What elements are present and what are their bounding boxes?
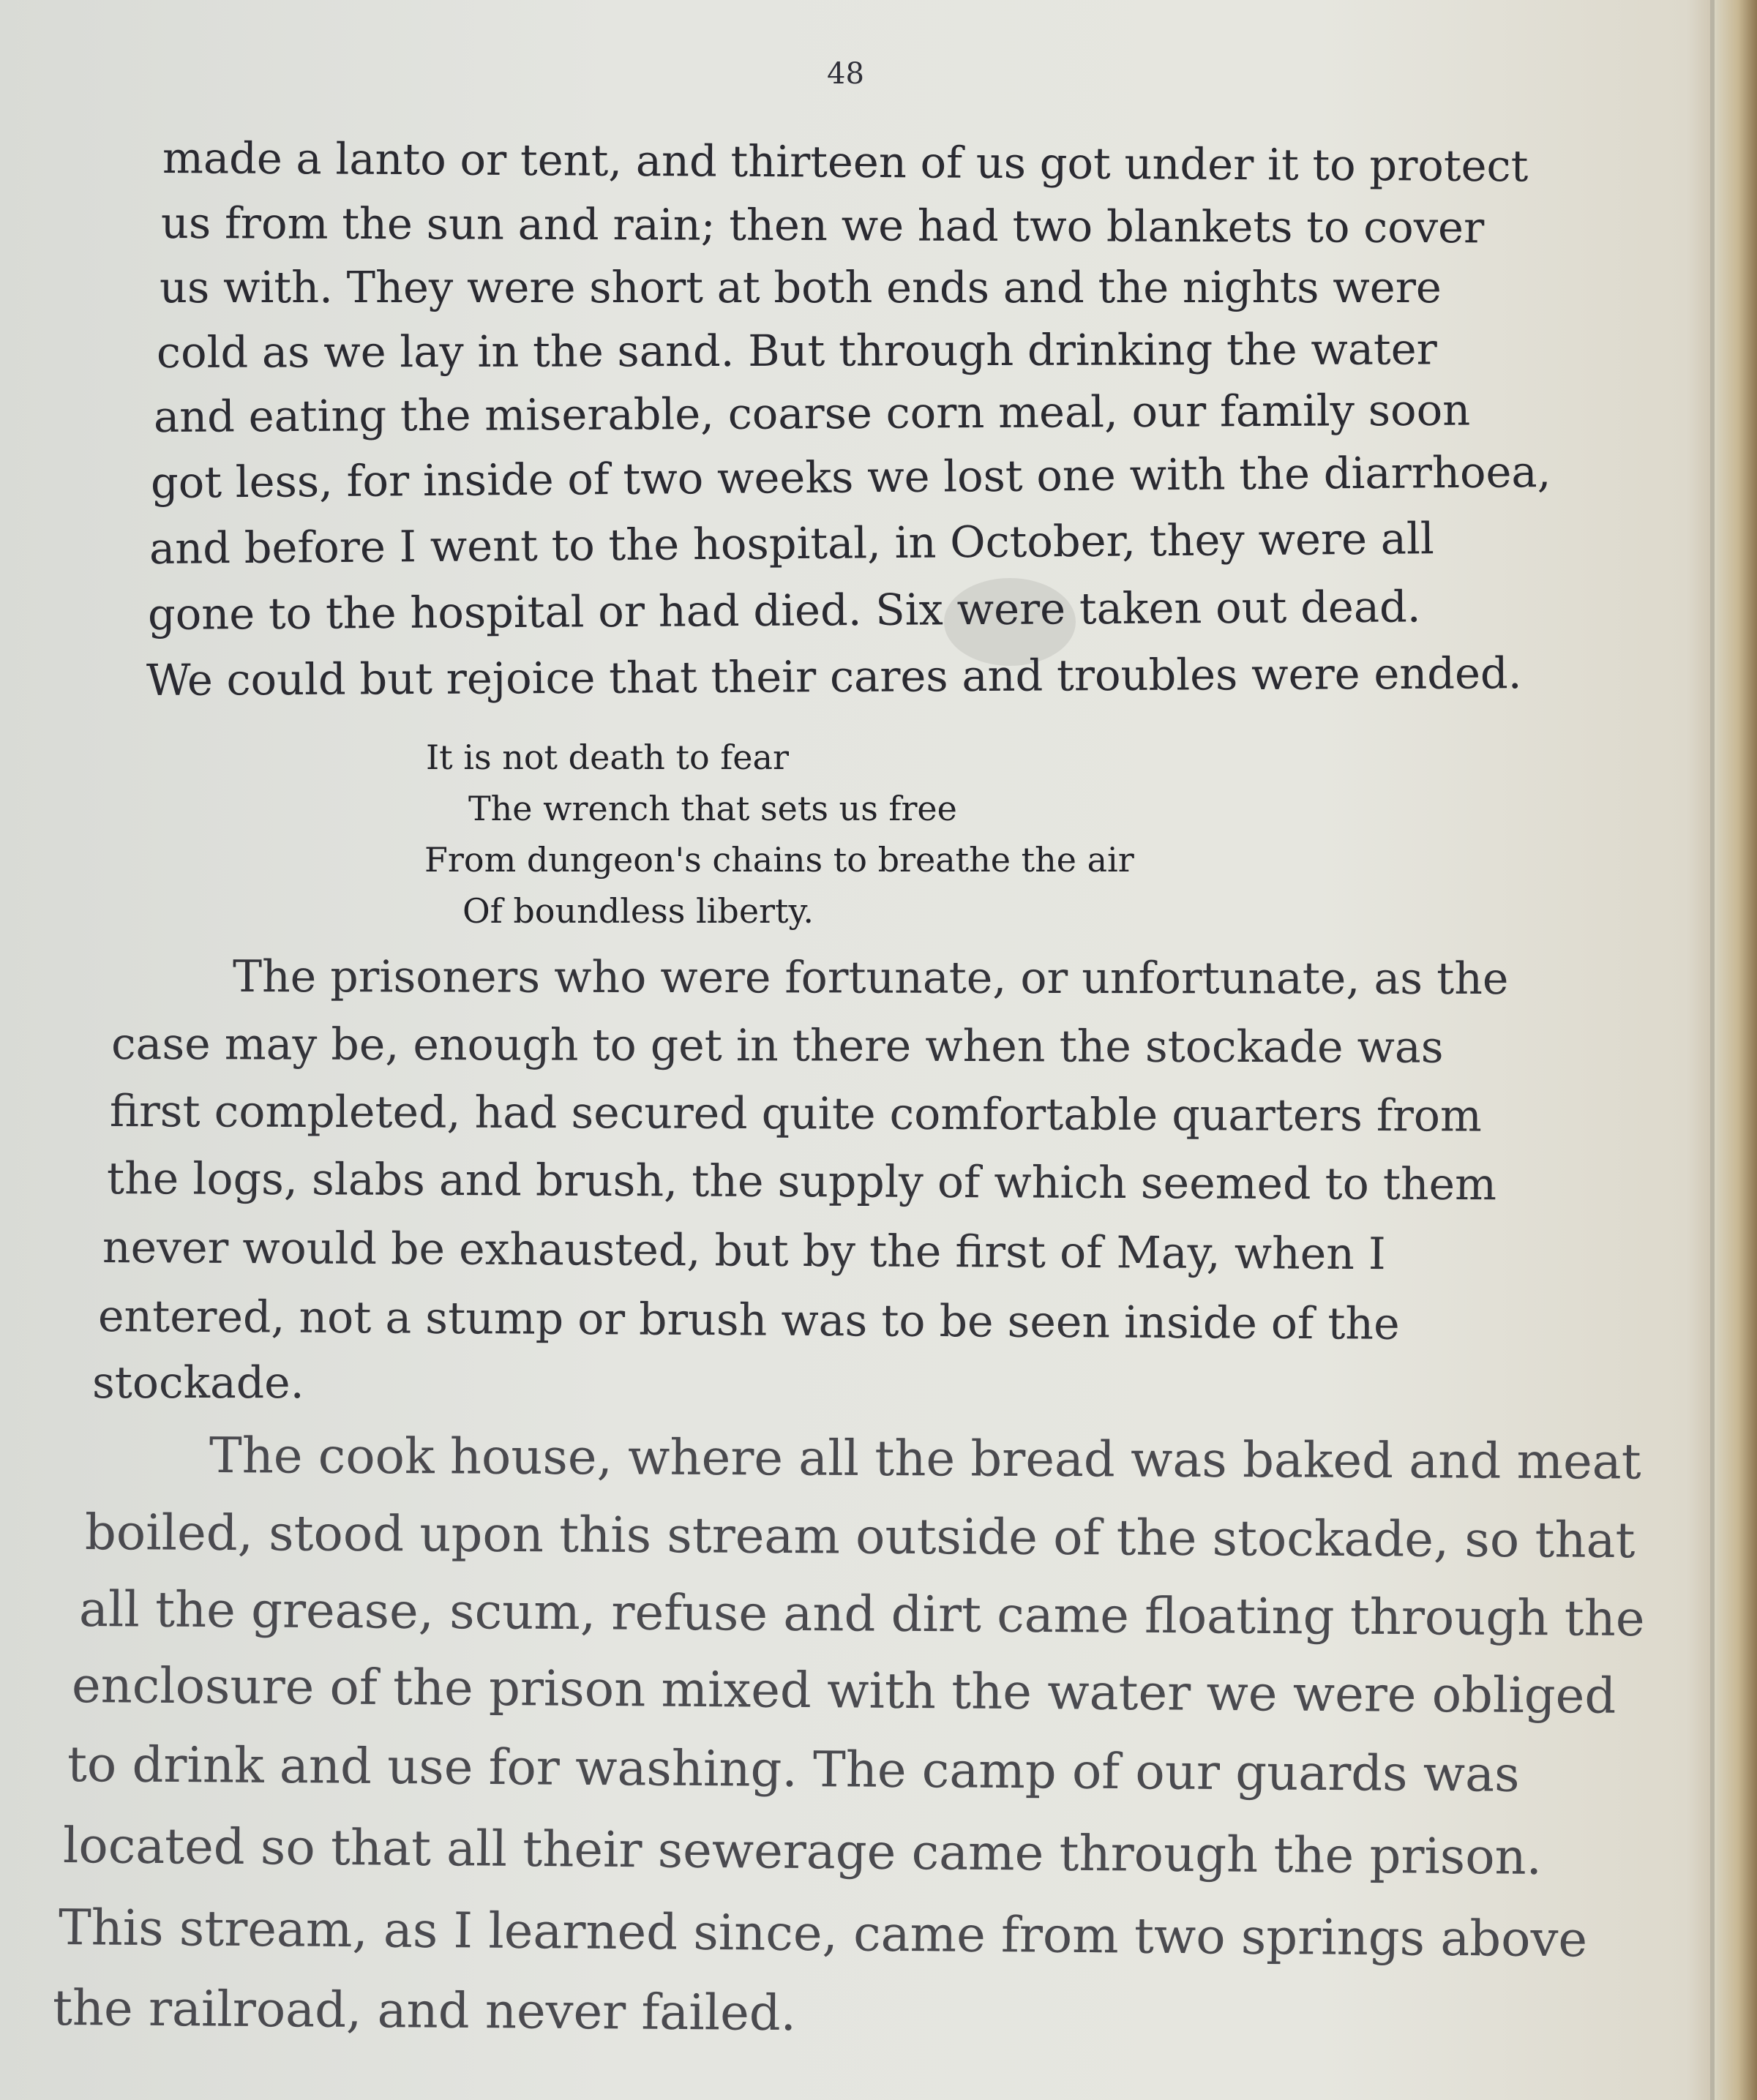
text-line: stockade. xyxy=(92,1357,304,1409)
text-line: gone to the hospital or had died. Six were taken out dead. xyxy=(147,581,1421,640)
text-line: case may be, enough to get in there when the stockade was xyxy=(110,1019,1444,1073)
text-line: us with. They were short at both ends and the nights were xyxy=(160,262,1442,312)
text-line: The cook house, where all the bread was baked and meat xyxy=(209,1427,1641,1490)
text-line: the railroad, and never failed. xyxy=(52,1979,797,2042)
text-line: to drink and use for washing. The camp of our guards was xyxy=(67,1736,1520,1803)
text-line: first completed, had secured quite comfortable quarters from xyxy=(109,1086,1483,1142)
text-line: the logs, slabs and brush, the supply of which seemed to them xyxy=(106,1153,1497,1211)
verse-line: The wrench that sets us free xyxy=(468,789,957,828)
text-line: This stream, as I learned since, came from two springs above xyxy=(58,1899,1588,1968)
text-line: us from the sun and rain; then we had two blankets to cover xyxy=(160,198,1485,253)
text-line: The prisoners who were fortunate, or unfortunate, as the xyxy=(232,951,1509,1005)
verse-line: It is not death to fear xyxy=(426,738,789,777)
text-line: We could but rejoice that their cares and troubles were ended. xyxy=(146,648,1522,705)
page-edge xyxy=(1715,0,1757,2100)
text-line: never would be exhausted, but by the first of May, when I xyxy=(102,1222,1386,1280)
text-line: and eating the miserable, coarse corn meal, our family soon xyxy=(153,384,1471,442)
text-line: located so that all their sewerage came through the prison. xyxy=(62,1817,1543,1886)
text-line: cold as we lay in the sand. But through drinking the water xyxy=(156,323,1437,378)
text-line: boiled, stood upon this stream outside of the stockade, so that xyxy=(84,1504,1636,1570)
page-number: 48 xyxy=(827,57,864,91)
text-line: entered, not a stump or brush was to be seen inside of the xyxy=(97,1291,1400,1350)
page-fold-shadow xyxy=(1710,0,1715,2100)
text-line: all the grease, scum, refuse and dirt came floating through the xyxy=(78,1580,1645,1648)
text-line: made a lanto or tent, and thirteen of us got under it to protect xyxy=(162,132,1529,192)
text-line: got less, for inside of two weeks we lost one with the diarrhoea, xyxy=(150,446,1551,508)
verse-line: Of boundless liberty. xyxy=(462,891,814,931)
text-line: and before I went to the hospital, in October, they were all xyxy=(149,513,1434,574)
text-line: enclosure of the prison mixed with the water we were obliged xyxy=(71,1657,1616,1725)
verse-line: From dungeon's chains to breathe the air xyxy=(424,840,1134,880)
